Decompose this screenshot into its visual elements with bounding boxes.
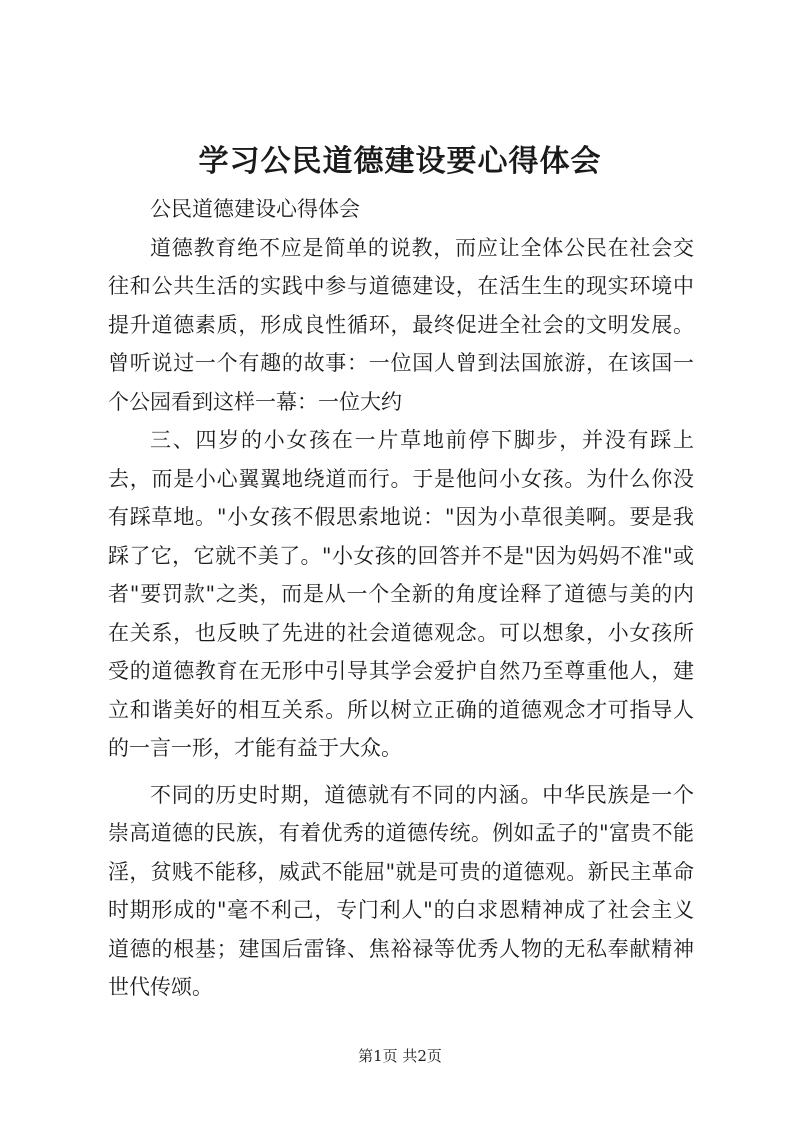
document-title: 学习公民道德建设要心得体会 [198, 144, 602, 179]
paragraph-subtitle: 公民道德建设心得体会 [150, 197, 360, 221]
paragraph: 不同的历史时期，道德就有不同的内涵。中华民族是一个崇高道德的民族，有着优秀的道德传统。例如孟子的"富贵不能淫，贫贱不能移，威武不能屈"就是可贵的道德观。新民主革命时期形成的"毫不利己，专门利人"的白求恩精神成了社会主义道德的根基；建国后雷锋、焦裕禄等优秀人物的无私奉献精神世代传颂。 [108, 782, 694, 999]
page-number-footer: 第1页 共2页 [358, 1047, 442, 1065]
document-body [108, 190, 694, 1007]
paragraph: 三、四岁的小女孩在一片草地前停下脚步，并没有踩上去，而是小心翼翼地绕道而行。于是他问小女孩。为什么你没有踩草地。"小女孩不假思索地说："因为小草很美啊。要是我踩了它，它就不美了。"小女孩的回答并不是"因为妈妈不准"或者"要罚款"之类，而是从一个全新的角度诠释了道德与美的内在关系，也反映了先进的社会道德观念。可以想象，小女孩所受的道德教育在无形中引导其学会爱护自然乃至尊重他人，建立和谐美好的相互关系。所以树立正确的道德观念才可指导人的一言一形，才能有益于大众。 [108, 428, 694, 760]
paragraph: 道德教育绝不应是简单的说教，而应让全体公民在社会交往和公共生活的实践中参与道德建设，在活生生的现实环境中提升道德素质，形成良性循环，最终促进全社会的文明发展。曾听说过一个有趣的故事：一位国人曾到法国旅游，在该国一个公园看到这样一幕：一位大约 [108, 235, 694, 414]
